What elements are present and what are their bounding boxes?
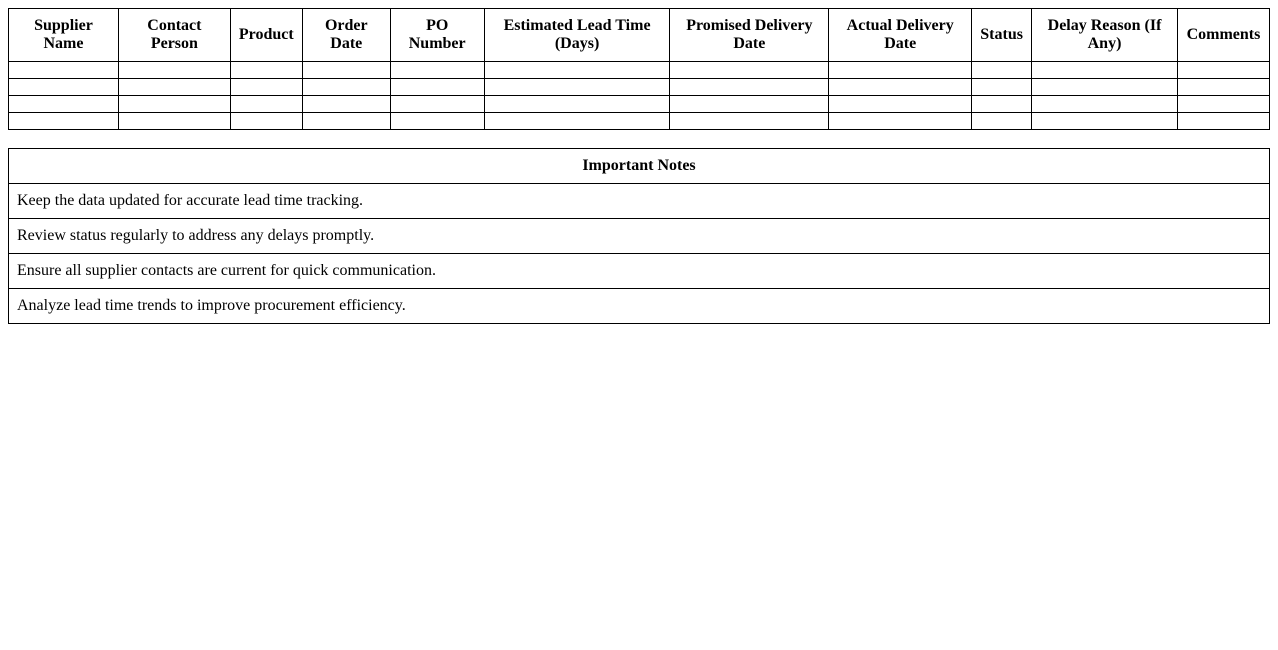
table-cell[interactable] [9, 113, 119, 130]
table-cell[interactable] [972, 96, 1032, 113]
table-cell[interactable] [1032, 79, 1178, 96]
note-item: Ensure all supplier contacts are current for quick communication. [9, 254, 1270, 289]
table-cell[interactable] [829, 96, 972, 113]
table-cell[interactable] [118, 113, 230, 130]
notes-table [8, 148, 1270, 324]
table-cell[interactable] [9, 96, 119, 113]
table-cell[interactable] [390, 96, 484, 113]
table-cell[interactable] [118, 96, 230, 113]
table-cell[interactable] [230, 113, 302, 130]
table-cell[interactable] [484, 62, 670, 79]
table-cell[interactable] [9, 62, 119, 79]
column-header: Comments [1177, 9, 1269, 62]
table-cell[interactable] [829, 79, 972, 96]
table-cell[interactable] [118, 79, 230, 96]
lead-time-table [8, 8, 1270, 130]
table-cell[interactable] [972, 62, 1032, 79]
table-cell[interactable] [670, 62, 829, 79]
table-cell[interactable] [1177, 62, 1269, 79]
table-cell[interactable] [829, 62, 972, 79]
table-cell[interactable] [230, 62, 302, 79]
table-cell[interactable] [1032, 113, 1178, 130]
table-cell[interactable] [1177, 113, 1269, 130]
column-header: Actual Delivery Date [829, 9, 972, 62]
table-cell[interactable] [390, 113, 484, 130]
table-cell[interactable] [230, 79, 302, 96]
note-item: Review status regularly to address any delays promptly. [9, 219, 1270, 254]
header-row [9, 9, 1270, 62]
table-row [9, 96, 1270, 113]
column-header: Promised Delivery Date [670, 9, 829, 62]
table-cell[interactable] [972, 79, 1032, 96]
table-cell[interactable] [1177, 79, 1269, 96]
table-cell[interactable] [1177, 96, 1269, 113]
column-header: Supplier Name [9, 9, 119, 62]
table-cell[interactable] [972, 113, 1032, 130]
table-cell[interactable] [829, 113, 972, 130]
table-cell[interactable] [302, 62, 390, 79]
note-item: Keep the data updated for accurate lead time tracking. [9, 184, 1270, 219]
table-row [9, 79, 1270, 96]
table-cell[interactable] [302, 96, 390, 113]
column-header: Order Date [302, 9, 390, 62]
table-cell[interactable] [484, 113, 670, 130]
table-cell[interactable] [484, 79, 670, 96]
table-cell[interactable] [670, 79, 829, 96]
notes-title: Important Notes [9, 149, 1270, 184]
table-cell[interactable] [484, 96, 670, 113]
note-item: Analyze lead time trends to improve procurement efficiency. [9, 289, 1270, 324]
table-cell[interactable] [1032, 96, 1178, 113]
table-row [9, 113, 1270, 130]
column-header: Product [230, 9, 302, 62]
table-cell[interactable] [1032, 62, 1178, 79]
column-header: Contact Person [118, 9, 230, 62]
table-cell[interactable] [670, 96, 829, 113]
table-cell[interactable] [9, 79, 119, 96]
table-cell[interactable] [118, 62, 230, 79]
table-cell[interactable] [302, 79, 390, 96]
column-header: PO Number [390, 9, 484, 62]
table-row [9, 62, 1270, 79]
table-cell[interactable] [302, 113, 390, 130]
column-header: Delay Reason (If Any) [1032, 9, 1178, 62]
column-header: Estimated Lead Time (Days) [484, 9, 670, 62]
column-header: Status [972, 9, 1032, 62]
table-cell[interactable] [390, 79, 484, 96]
table-cell[interactable] [230, 96, 302, 113]
table-cell[interactable] [390, 62, 484, 79]
table-cell[interactable] [670, 113, 829, 130]
